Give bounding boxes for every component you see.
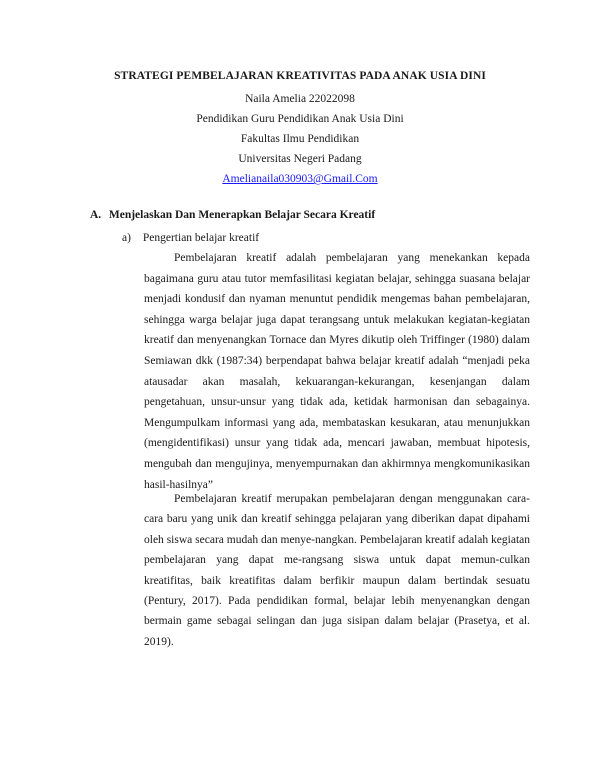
subsection-heading (122, 230, 259, 246)
email-link[interactable]: Amelianaila030903@Gmail.Com (222, 173, 378, 185)
section-title: Menjelaskan Dan Menerapkan Belajar Secara Kreatif (108, 209, 376, 221)
subsection-number: a) (122, 232, 131, 244)
document-header (0, 68, 600, 189)
author-line: Naila Amelia 22022098 (245, 93, 355, 105)
program-line: Pendidikan Guru Pendidikan Anak Usia Dini (196, 113, 404, 125)
section-number: A. (90, 209, 102, 221)
paragraph-1: Pembelajaran kreatif adalah pembelajaran yang menekankan kepada bagaimana guru atau tutor memfasilitasi kegiatan belajar, sehingga suasana belajar menjadi kondusif dan nyaman menuntut pendidik mengemas bahan pembelajaran, sehingga warga belajar juga dapat terangsang untuk melakukan kegiatan-kegiatan kreatif dan menyenangkan Tornace dan Myres dikutip oleh Triffinger (1980) dalam Semiawan dkk (1987:34) berpendapat bahwa belajar kreatif adalah “menjadi peka atausadar akan masalah, kekuarangan-kekurangan, kesenjangan dalam pengetahuan, unsur-unsur yang tidak ada, ketidak harmonisan dan sebagainya. Mengumpulkam informasi yang ada, membataskan kesukaran, atau menunjukkan (mengidentifikasi) unsur yang tidak ada, mencari jawaban, membuat hipotesis, mengubah dan mengujinya, menyempurnakan dan akhirmnya mengkomunikasikan hasil-hasilnya” (144, 252, 530, 491)
university-line: Universitas Negeri Padang (238, 153, 362, 165)
section-heading (90, 207, 375, 223)
paragraph-2: Pembelajaran kreatif merupakan pembelajaran dengan menggunakan cara-cara baru yang unik dan kreatif sehingga pelajaran yang diberikan dapat dipahami oleh siswa secara mudah dan menye-nangkan. Pembelajaran kreatif adalah kegiatan pembelajaran yang dapat me-rangsang siswa untuk dapat memun-culkan kreatifitas, baik kreatifitas dalam berfikir maupun dalam bertindak sesuatu (Pentury, 2017). Pada pendidikan formal, belajar lebih menyenangkan dengan bermain game sebagai selingan dan juga sisipan dalam belajar (Prasetya, et al. 2019). (144, 493, 530, 648)
faculty-line: Fakultas Ilmu Pendidikan (240, 133, 360, 145)
document-title: STRATEGI PEMBELAJARAN KREATIVITAS PADA ANAK USIA DINI (114, 70, 486, 82)
subsection-title: Pengertian belajar kreatif (142, 232, 260, 244)
